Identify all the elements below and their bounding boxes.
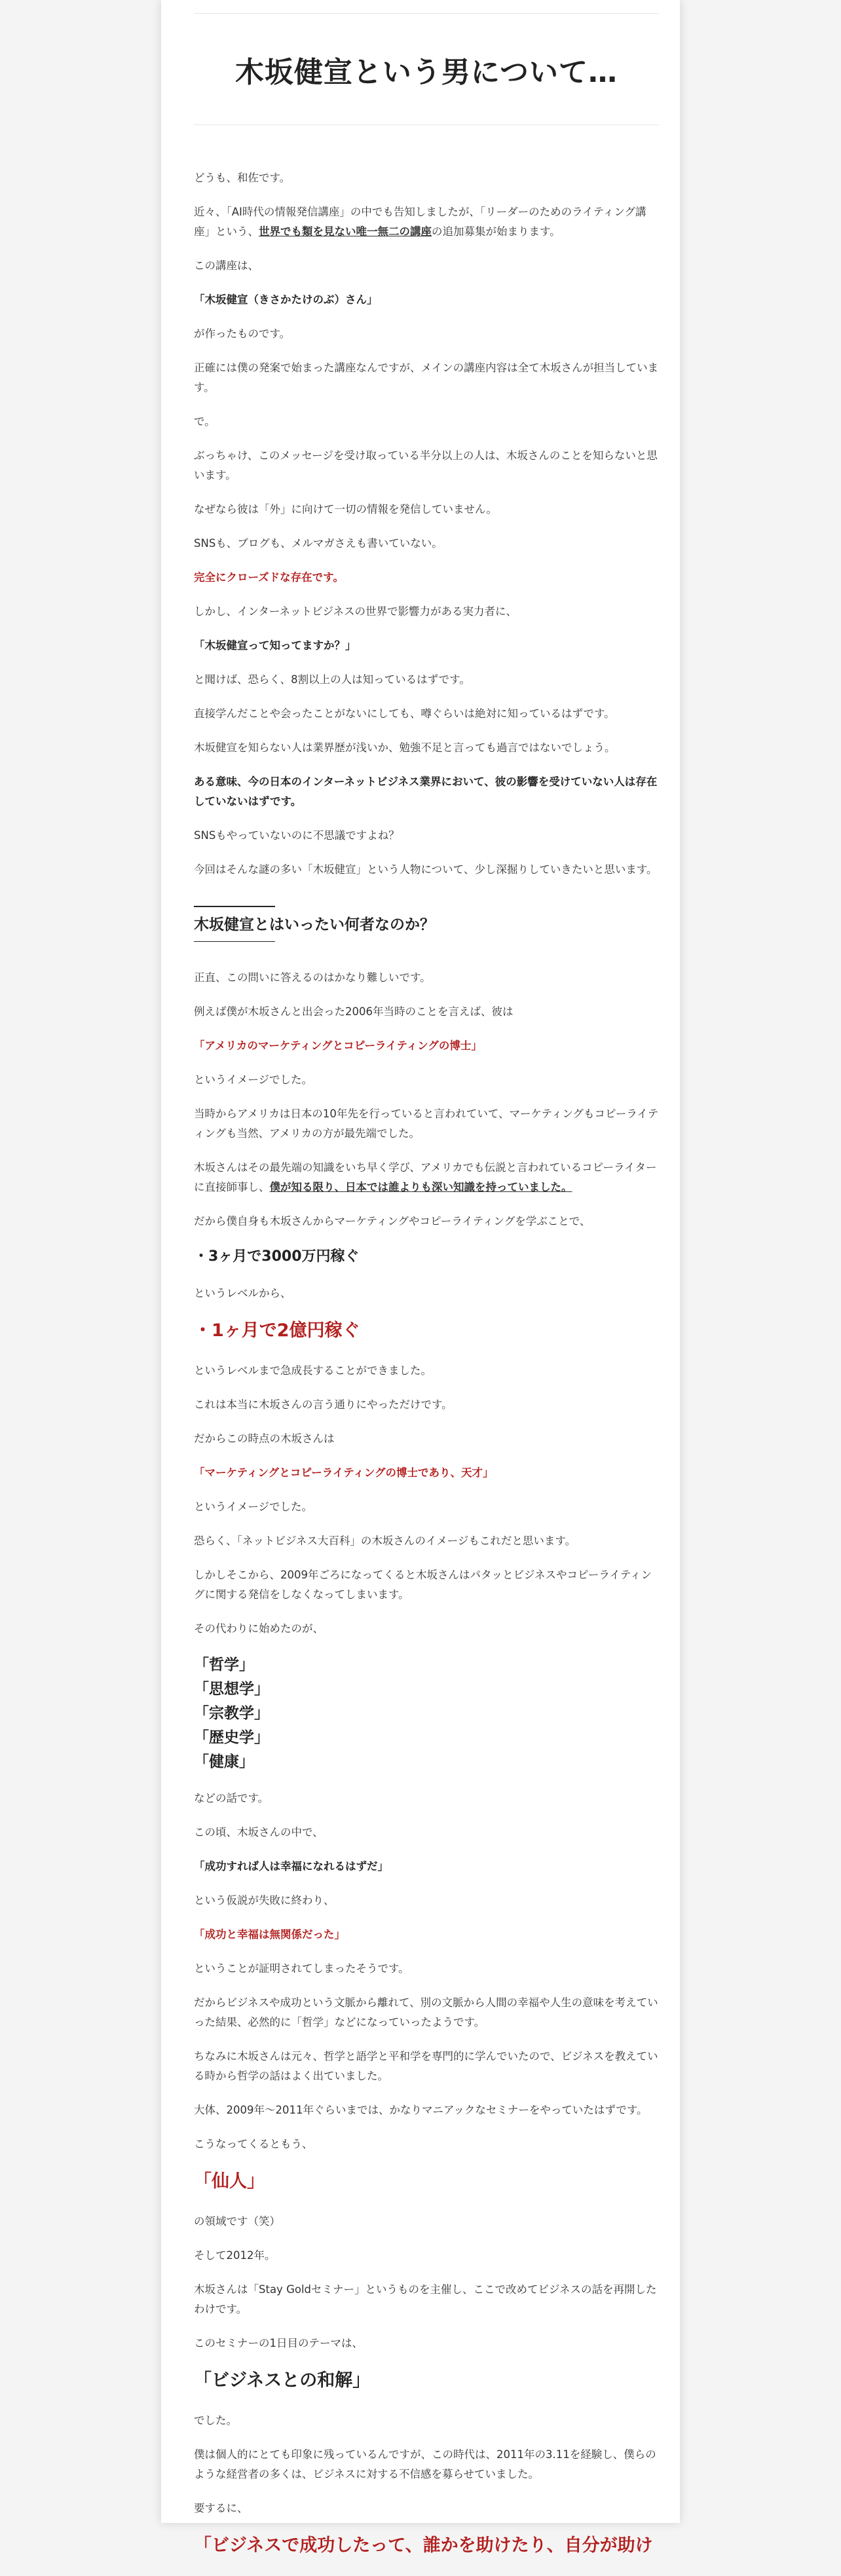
large-red-line: ・1ヶ月で2億円稼ぐ <box>194 1320 360 1341</box>
heading-top-bar <box>194 906 275 907</box>
paragraph: 直接学んだことや会ったことがないにしても、噂ぐらいは絶対に知っているはずです。 <box>194 707 615 720</box>
bold-paragraph: 「木坂健宣って知ってますか？」 <box>194 639 356 652</box>
section-heading: 木坂健宣とはいったい何者なのか？ <box>194 916 435 934</box>
topic-item: 「思想学」 <box>194 1681 269 1698</box>
section-heading-block <box>194 906 659 942</box>
paragraph: なぜなら彼は「外」に向けて一切の情報を発信していません。 <box>194 503 497 516</box>
paragraph: SNSも、ブログも、メルマガさえも書いていない。 <box>194 537 443 550</box>
paragraph: というイメージでした。 <box>194 1501 313 1514</box>
paragraph: この講座は、 <box>194 259 259 272</box>
red-emphasis: 完全にクローズドな存在です。 <box>194 571 344 584</box>
paragraph: だからこの時点の木坂さんは <box>194 1432 335 1446</box>
paragraph: などの話です。 <box>194 1792 269 1805</box>
topic-item: 「哲学」 <box>194 1656 254 1674</box>
bold-paragraph: 「木坂健宣（きさかたけのぶ）さん」 <box>194 293 378 307</box>
red-emphasis: 「マーケティングとコピーライティングの博士であり、天才」 <box>194 1466 494 1480</box>
paragraph: 当時からアメリカは日本の10年先を行っていると言われていて、マーケティングもコピーライティングも当然、アメリカの方が最先端でした。 <box>194 1108 659 1140</box>
paragraph: 近々、「AI時代の情報発信講座」の中でも告知しましたが、「リーダーのためのライティング講座」という、世界でも類を見ない唯一無二の講座の追加募集が始まります。 <box>194 206 646 238</box>
paragraph: という仮説が失敗に終わり、 <box>194 1894 335 1907</box>
top-divider <box>194 13 659 14</box>
large-bold-line: ・3ヶ月で3000万円稼ぐ <box>194 1248 360 1265</box>
paragraph: 恐らく、「ネットビジネス大百科」の木坂さんのイメージもこれだと思います。 <box>194 1535 576 1548</box>
article-page <box>161 0 680 2556</box>
red-emphasis: 「成功と幸福は無関係だった」 <box>194 1928 345 1941</box>
large-red-line: 「仙人」 <box>194 2171 265 2192</box>
paragraph: しかし、インターネットビジネスの世界で影響力がある実力者に、 <box>194 605 517 618</box>
paragraph: その代わりに始めたのが、 <box>194 1622 324 1635</box>
paragraph: ぶっちゃけ、このメッセージを受け取っている半分以上の人は、木坂さんのことを知らないと思います。 <box>194 449 658 482</box>
paragraph: このセミナーの1日目のテーマは、 <box>194 2337 363 2350</box>
paragraph: 僕は個人的にとても印象に残っているんですが、この時代は、2011年の3.11を経験し、僕らのような経営者の多くは、ビジネスに対する不信感を募らせていました。 <box>194 2448 656 2481</box>
paragraph: こうなってくるともう、 <box>194 2138 313 2151</box>
topic-item: 「歴史学」 <box>194 1729 269 1747</box>
paragraph: だから僕自身も木坂さんからマーケティングやコピーライティングを学ぶことで、 <box>194 1215 591 1228</box>
paragraph: 例えば僕が木坂さんと出会った2006年当時のことを言えば、彼は <box>194 1005 514 1018</box>
red-emphasis: 「アメリカのマーケティングとコピーライティングの博士」 <box>194 1039 482 1053</box>
paragraph: 木坂健宣を知らない人は業界歴が浅いか、勉強不足と言っても過言ではないでしょう。 <box>194 741 616 755</box>
paragraph: SNSもやっていないのに不思議ですよね？ <box>194 829 400 842</box>
paragraph: これは本当に木坂さんの言う通りにやっただけです。 <box>194 1398 453 1411</box>
topic-item: 「健康」 <box>194 1753 254 1771</box>
title-divider <box>194 124 659 125</box>
paragraph: が作ったものです。 <box>194 327 291 341</box>
large-bold-line: 「ビジネスとの和解」 <box>194 2370 371 2391</box>
paragraph: 正確には僕の発案で始まった講座なんですが、メインの講座内容は全て木坂さんが担当しています。 <box>194 362 659 394</box>
large-red-line: 「ビジネスで成功したって、誰かを助けたり、自分が助け <box>194 2535 653 2556</box>
paragraph: というイメージでした。 <box>194 1073 313 1087</box>
topic-list <box>194 1653 659 1774</box>
paragraph: そして2012年。 <box>194 2249 276 2262</box>
underlined-emphasis: 僕が知る限り、日本では誰よりも深い知識を持っていました。 <box>269 1181 572 1194</box>
paragraph: 今回はそんな謎の多い「木坂健宣」という人物について、少し深掘りしていきたいと思います。 <box>194 863 658 876</box>
paragraph: 木坂さんはその最先端の知識をいち早く学び、アメリカでも伝説と言われているコピーライターに直接師事し、僕が知る限り、日本では誰よりも深い知識を持っていました。 <box>194 1161 657 1194</box>
paragraph: 要するに、 <box>194 2502 248 2515</box>
paragraph: この頃、木坂さんの中で、 <box>194 1826 324 1839</box>
heading-underline <box>194 941 275 942</box>
bold-paragraph: ある意味、今の日本のインターネットビジネス業界において、彼の影響を受けていない人は存在していないはずです。 <box>194 775 658 808</box>
paragraph: 正直、この問いに答えるのはかなり難しいです。 <box>194 971 431 984</box>
paragraph: ちなみに木坂さんは元々、哲学と語学と平和学を専門的に学んでいたので、ビジネスを教えている時から哲学の話はよく出ていました。 <box>194 2050 658 2083</box>
article-content <box>194 0 659 2576</box>
paragraph: と聞けば、恐らく、8割以上の人は知っているはずです。 <box>194 673 470 686</box>
paragraph: というレベルまで急成長することができました。 <box>194 1364 432 1377</box>
paragraph: というレベルから、 <box>194 1287 291 1300</box>
paragraph: しかしそこから、2009年ごろになってくると木坂さんはパタッとビジネスやコピーライティングに関する発信をしなくなってしまいます。 <box>194 1569 652 1601</box>
paragraph: 木坂さんは「Stay Goldセミナー」というものを主催し、ここで改めてビジネスの話を再開したわけです。 <box>194 2283 657 2316</box>
bold-paragraph: 「成功すれば人は幸福になれるはずだ」 <box>194 1860 388 1873</box>
paragraph: ということが証明されてしまったそうです。 <box>194 1962 409 1975</box>
paragraph: でした。 <box>194 2414 237 2427</box>
paragraph: の領域です（笑） <box>194 2215 280 2228</box>
paragraph: 大体、2009年〜2011年ぐらいまでは、かなりマニアックなセミナーをやっていたはずです。 <box>194 2104 648 2117</box>
paragraph: どうも、和佐です。 <box>194 172 291 185</box>
paragraph: で。 <box>194 415 215 428</box>
paragraph: だからビジネスや成功という文脈から離れて、別の文脈から人間の幸福や人生の意味を考えていった結果、必然的に「哲学」などになっていったようです。 <box>194 1996 658 2029</box>
underlined-emphasis: 世界でも類を見ない唯一無二の講座 <box>259 225 432 238</box>
page-title: 木坂健宣という男について… <box>234 56 618 89</box>
topic-item: 「宗教学」 <box>194 1705 269 1723</box>
